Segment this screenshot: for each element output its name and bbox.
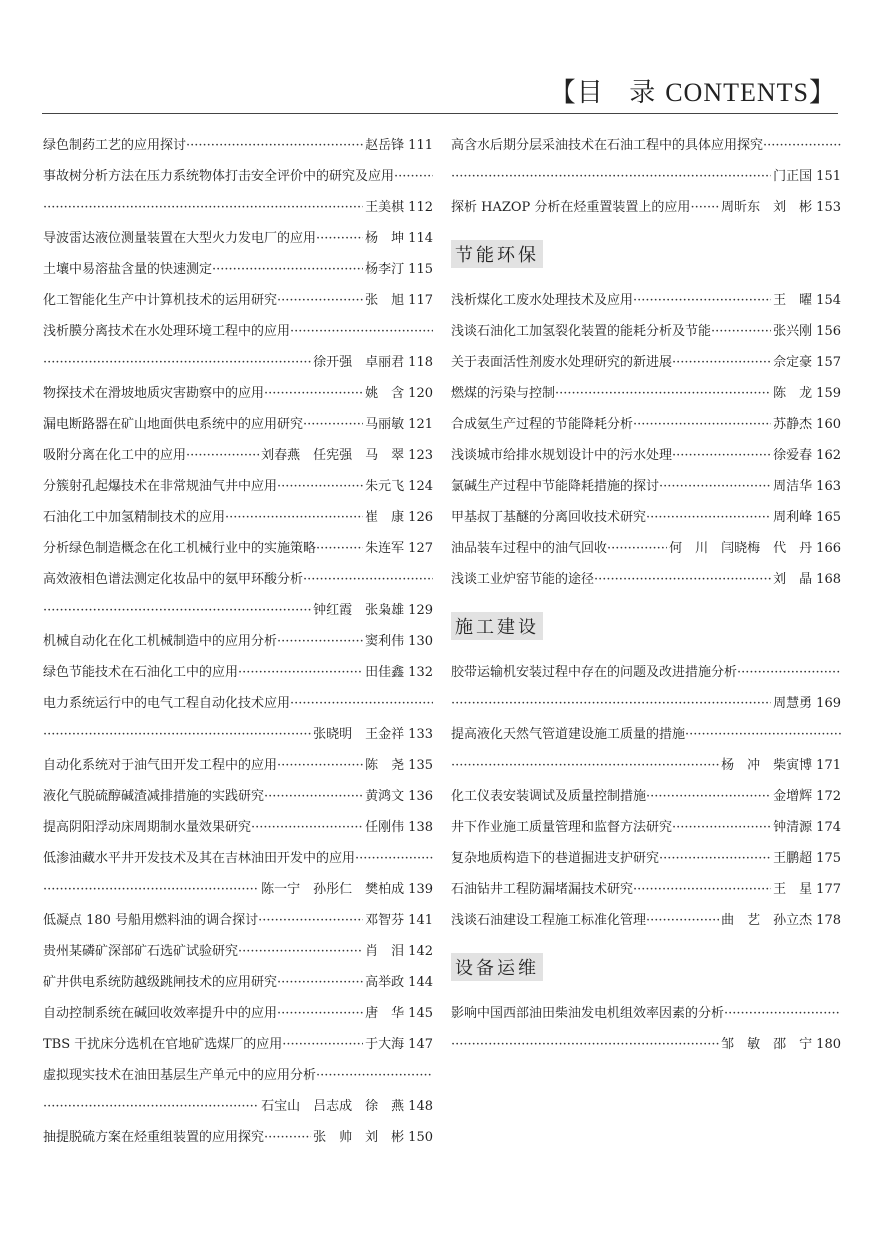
dot-leader — [277, 626, 363, 657]
dot-leader — [451, 1029, 719, 1060]
entry-page: 174 — [816, 820, 841, 835]
entry-page: 165 — [816, 510, 841, 525]
entry-page: 112 — [408, 200, 433, 215]
dot-leader — [646, 905, 719, 936]
entry-author: 肖 泪 — [365, 944, 405, 959]
entry-author: 杨 坤 — [365, 231, 405, 246]
entry-title: 事故树分析方法在压力系统物体打击安全评价中的研究及应用 — [43, 169, 395, 184]
entry-author: 窦利伟 — [365, 634, 405, 649]
section-title: 节能环保 — [451, 240, 543, 268]
dot-leader — [646, 502, 771, 533]
entry-page: 111 — [408, 138, 433, 153]
entry-title: 矿井供电系统防越级跳闸技术的应用研究 — [43, 975, 278, 990]
dot-leader — [355, 843, 433, 874]
entry-page: 138 — [408, 820, 433, 835]
entry-page: 171 — [816, 758, 841, 773]
dot-leader — [264, 781, 363, 812]
entry-page: 148 — [408, 1099, 433, 1114]
entry-title: 提高液化天然气管道建设施工质量的措施 — [451, 727, 686, 742]
entry-title: 燃煤的污染与控制 — [451, 386, 556, 401]
entry-author: 田佳鑫 — [365, 665, 405, 680]
dot-leader — [394, 161, 433, 192]
entry-author: 周利峰 — [773, 510, 813, 525]
entry-title: 抽提脱硫方案在烃重组装置的应用探究 — [43, 1130, 265, 1145]
dot-leader — [633, 285, 771, 316]
dot-leader — [763, 130, 841, 161]
dot-leader — [290, 688, 433, 719]
dot-leader — [290, 316, 433, 347]
entry-page: 118 — [408, 355, 433, 370]
entry-author: 王 星 — [773, 882, 813, 897]
entry-author: 石宝山 吕志成 徐 燕 — [261, 1099, 405, 1114]
dot-leader — [238, 936, 363, 967]
entry-title: 影响中国西部油田柴油发电机组效率因素的分析 — [451, 1006, 725, 1021]
entry-author: 金增辉 — [773, 789, 813, 804]
entry-title: 探析 HAZOP 分析在烃重置装置上的应用 — [451, 200, 691, 215]
entry-author: 朱元飞 — [365, 479, 405, 494]
dot-leader — [43, 192, 363, 223]
entry-author: 杨李汀 — [365, 262, 405, 277]
dot-leader — [316, 533, 363, 564]
dot-leader — [43, 595, 311, 626]
toc-entry[interactable] — [451, 471, 841, 502]
toc-entry[interactable] — [451, 719, 841, 750]
dot-leader — [737, 657, 841, 688]
entry-author: 任刚伟 — [365, 820, 405, 835]
entry-title: 井下作业施工质量管理和监督方法研究 — [451, 820, 673, 835]
entry-author: 高举政 — [365, 975, 405, 990]
entry-page: 133 — [408, 727, 433, 742]
entry-title: 绿色节能技术在石油化工中的应用 — [43, 665, 239, 680]
dot-leader — [212, 254, 363, 285]
entry-author: 朱连军 — [365, 541, 405, 556]
dot-leader — [685, 719, 841, 750]
entry-title: 物探技术在滑坡地质灾害勘察中的应用 — [43, 386, 265, 401]
entry-page: 120 — [408, 386, 433, 401]
toc-entry[interactable] — [451, 440, 841, 471]
entry-title: 甲基叔丁基醚的分离回收技术研究 — [451, 510, 647, 525]
dot-leader — [264, 1122, 311, 1153]
toc-entry[interactable] — [43, 440, 433, 471]
entry-page: 168 — [816, 572, 841, 587]
section-title: 设备运维 — [451, 953, 543, 981]
entry-author: 杨 冲 柴寅博 — [721, 758, 813, 773]
toc-entry[interactable] — [43, 750, 433, 781]
entry-title: 化工智能化生产中计算机技术的运用研究 — [43, 293, 278, 308]
entry-page: 144 — [408, 975, 433, 990]
entry-title: 石油钻井工程防漏堵漏技术研究 — [451, 882, 634, 897]
toc-entry[interactable] — [43, 781, 433, 812]
toc-entry[interactable] — [451, 192, 841, 223]
toc-entry[interactable] — [451, 905, 841, 936]
dot-leader — [238, 657, 363, 688]
toc-entry[interactable] — [43, 1091, 433, 1122]
entry-author: 邓智芬 — [365, 913, 405, 928]
toc-entry[interactable] — [451, 874, 841, 905]
entry-page: 156 — [816, 324, 841, 339]
entry-author: 黄鸿文 — [365, 789, 405, 804]
entry-title: TBS 干扰床分选机在官地矿选煤厂的应用 — [43, 1037, 283, 1052]
entry-page: 157 — [816, 355, 841, 370]
dot-leader — [672, 812, 771, 843]
entry-title: 土壤中易溶盐含量的快速测定 — [43, 262, 213, 277]
toc-entry[interactable] — [451, 347, 841, 378]
dot-leader — [451, 688, 771, 719]
entry-author: 徐爱春 — [773, 448, 813, 463]
entry-page: 114 — [408, 231, 433, 246]
toc-entry[interactable] — [451, 533, 841, 564]
entry-title: 化工仪表安装调试及质量控制措施 — [451, 789, 647, 804]
dot-leader — [646, 781, 771, 812]
entry-title: 浅谈城市给排水规划设计中的污水处理 — [451, 448, 673, 463]
entry-title: 浅谈石油化工加氢裂化装置的能耗分析及节能 — [451, 324, 712, 339]
entry-author: 周昕东 刘 彬 — [721, 200, 813, 215]
toc-entry[interactable] — [451, 502, 841, 533]
entry-title: 浅谈石油建设工程施工标准化管理 — [451, 913, 647, 928]
page-header — [0, 72, 880, 112]
dot-leader — [186, 130, 363, 161]
toc-entry[interactable] — [451, 812, 841, 843]
toc-entry[interactable] — [451, 161, 841, 192]
dot-leader — [303, 564, 433, 595]
toc-entry[interactable] — [451, 688, 841, 719]
toc-entry[interactable] — [43, 192, 433, 223]
section-heading — [451, 595, 841, 657]
entry-author: 刘春燕 任宪强 马 翠 — [261, 448, 405, 463]
entry-page: 147 — [408, 1037, 433, 1052]
toc-entry[interactable] — [451, 750, 841, 781]
toc-entry[interactable] — [43, 595, 433, 626]
entry-author: 张 旭 — [365, 293, 405, 308]
entry-page: 177 — [816, 882, 841, 897]
entry-page: 141 — [408, 913, 433, 928]
toc-entry[interactable] — [451, 998, 841, 1029]
entry-author: 王 曜 — [773, 293, 813, 308]
toc-entry[interactable] — [43, 564, 433, 595]
toc-entry[interactable] — [43, 1122, 433, 1153]
entry-author: 刘 晶 — [773, 572, 813, 587]
toc-entry[interactable] — [451, 781, 841, 812]
entry-author: 何 川 闫晓梅 代 丹 — [669, 541, 813, 556]
toc-entry[interactable] — [451, 657, 841, 688]
entry-author: 邹 敏 邵 宁 — [721, 1037, 813, 1052]
entry-author: 赵岳锋 — [365, 138, 405, 153]
dot-leader — [594, 564, 771, 595]
entry-title: 低凝点 180 号船用燃料油的调合探讨 — [43, 913, 259, 928]
entry-author: 陈一宁 孙彤仁 樊柏成 — [261, 882, 405, 897]
entry-title: 电力系统运行中的电气工程自动化技术应用 — [43, 696, 291, 711]
dot-leader — [277, 285, 363, 316]
dot-leader — [277, 750, 363, 781]
toc-right-column — [451, 130, 841, 1060]
entry-title: 导波雷达液位测量装置在大型火力发电厂的应用 — [43, 231, 317, 246]
entry-author: 佘定豪 — [773, 355, 813, 370]
entry-page: 126 — [408, 510, 433, 525]
toc-entry[interactable] — [43, 409, 433, 440]
toc-entry[interactable] — [451, 316, 841, 347]
entry-author: 周洁华 — [773, 479, 813, 494]
dot-leader — [659, 843, 771, 874]
entry-title: 自动控制系统在碱回收效率提升中的应用 — [43, 1006, 278, 1021]
entry-page: 153 — [816, 200, 841, 215]
entry-page: 145 — [408, 1006, 433, 1021]
dot-leader — [724, 998, 841, 1029]
entry-author: 苏静杰 — [773, 417, 813, 432]
entry-author: 崔 康 — [365, 510, 405, 525]
dot-leader — [251, 812, 363, 843]
entry-title: 分析绿色制造概念在化工机械行业中的实施策略 — [43, 541, 317, 556]
toc-left-column — [43, 130, 433, 1153]
dot-leader — [43, 874, 259, 905]
entry-page: 129 — [408, 603, 433, 618]
entry-title: 浅析煤化工废水处理技术及应用 — [451, 293, 634, 308]
entry-page: 127 — [408, 541, 433, 556]
dot-leader — [690, 192, 719, 223]
toc-entry[interactable] — [451, 843, 841, 874]
toc-entry[interactable] — [43, 905, 433, 936]
entry-title: 浅谈工业炉窑节能的途径 — [451, 572, 595, 587]
dot-leader — [43, 347, 311, 378]
toc-entry[interactable] — [43, 1029, 433, 1060]
toc-entry[interactable] — [43, 688, 433, 719]
entry-title: 复杂地质构造下的巷道掘进支护研究 — [451, 851, 660, 866]
entry-page: 150 — [408, 1130, 433, 1145]
section-heading — [451, 223, 841, 285]
entry-page: 178 — [816, 913, 841, 928]
entry-page: 117 — [408, 293, 433, 308]
entry-author: 马丽敏 — [365, 417, 405, 432]
entry-title: 吸附分离在化工中的应用 — [43, 448, 187, 463]
title-en: CONTENTS — [665, 78, 809, 107]
toc-entry[interactable] — [451, 378, 841, 409]
dot-leader — [633, 874, 771, 905]
dot-leader — [672, 347, 771, 378]
dot-leader — [672, 440, 771, 471]
dot-leader — [282, 1029, 363, 1060]
section-title: 施工建设 — [451, 612, 543, 640]
toc-entry[interactable] — [451, 130, 841, 161]
entry-author: 周慧勇 — [773, 696, 813, 711]
entry-author: 曲 艺 孙立杰 — [721, 913, 813, 928]
dot-leader — [633, 409, 771, 440]
entry-title: 绿色制药工艺的应用探讨 — [43, 138, 187, 153]
entry-page: 172 — [816, 789, 841, 804]
entry-title: 虚拟现实技术在油田基层生产单元中的应用分析 — [43, 1068, 317, 1083]
toc-entry[interactable] — [43, 533, 433, 564]
header-rule — [42, 113, 838, 114]
entry-title: 自动化系统对于油气田开发工程中的应用 — [43, 758, 278, 773]
entry-page: 142 — [408, 944, 433, 959]
entry-title: 提高阴阳浮动床周期制水量效果研究 — [43, 820, 252, 835]
dot-leader — [659, 471, 771, 502]
entry-title: 分簇射孔起爆技术在非常规油气井中应用 — [43, 479, 278, 494]
toc-entry[interactable] — [43, 502, 433, 533]
entry-title: 石油化工中加氢精制技术的应用 — [43, 510, 226, 525]
entry-page: 160 — [816, 417, 841, 432]
entry-title: 机械自动化在化工机械制造中的应用分析 — [43, 634, 278, 649]
dot-leader — [225, 502, 363, 533]
dot-leader — [43, 719, 311, 750]
toc-entry[interactable] — [43, 626, 433, 657]
entry-author: 钟清源 — [773, 820, 813, 835]
dot-leader — [451, 161, 771, 192]
entry-author: 张晓明 王金祥 — [313, 727, 405, 742]
dot-leader — [711, 316, 771, 347]
entry-title: 高效液相色谱法测定化妆品中的氨甲环酸分析 — [43, 572, 304, 587]
entry-author: 王鹏超 — [773, 851, 813, 866]
entry-title: 贵州某磷矿深部矿石选矿试验研究 — [43, 944, 239, 959]
entry-page: 135 — [408, 758, 433, 773]
entry-author: 张 帅 刘 彬 — [313, 1130, 405, 1145]
toc-entry[interactable] — [43, 967, 433, 998]
entry-page: 151 — [816, 169, 841, 184]
entry-page: 162 — [816, 448, 841, 463]
toc-entry[interactable] — [43, 998, 433, 1029]
dot-leader — [277, 998, 363, 1029]
entry-author: 钟红霞 张枭雄 — [313, 603, 405, 618]
entry-author: 张兴刚 — [773, 324, 813, 339]
entry-title: 油品装车过程中的油气回收 — [451, 541, 608, 556]
entry-page: 121 — [408, 417, 433, 432]
entry-page: 169 — [816, 696, 841, 711]
title-close-bracket: 】 — [808, 78, 836, 107]
entry-author: 门正国 — [773, 169, 813, 184]
dot-leader — [303, 409, 363, 440]
toc-entry[interactable] — [43, 161, 433, 192]
contents-title — [550, 72, 836, 109]
dot-leader — [555, 378, 771, 409]
entry-page: 159 — [816, 386, 841, 401]
entry-title: 高含水后期分层采油技术在石油工程中的具体应用探究 — [451, 138, 764, 153]
toc-entry[interactable] — [43, 812, 433, 843]
entry-page: 132 — [408, 665, 433, 680]
entry-author: 姚 含 — [365, 386, 405, 401]
entry-title: 漏电断路器在矿山地面供电系统中的应用研究 — [43, 417, 304, 432]
toc-entry[interactable] — [43, 936, 433, 967]
entry-page: 154 — [816, 293, 841, 308]
dot-leader — [277, 471, 363, 502]
entry-title: 关于表面活性剂废水处理研究的新进展 — [451, 355, 673, 370]
toc-entry[interactable] — [451, 564, 841, 595]
entry-page: 166 — [816, 541, 841, 556]
dot-leader — [451, 750, 719, 781]
entry-page: 124 — [408, 479, 433, 494]
entry-page: 139 — [408, 882, 433, 897]
toc-entry[interactable] — [43, 316, 433, 347]
toc-entry[interactable] — [451, 285, 841, 316]
toc-entry[interactable] — [43, 719, 433, 750]
toc-entry[interactable] — [43, 130, 433, 161]
toc-entry[interactable] — [43, 378, 433, 409]
dot-leader — [607, 533, 667, 564]
dot-leader — [43, 1091, 259, 1122]
dot-leader — [258, 905, 363, 936]
entry-page: 130 — [408, 634, 433, 649]
section-heading — [451, 936, 841, 998]
dot-leader — [264, 378, 363, 409]
dot-leader — [277, 967, 363, 998]
toc-entry[interactable] — [43, 285, 433, 316]
toc-entry[interactable] — [43, 1060, 433, 1091]
entry-page: 123 — [408, 448, 433, 463]
title-open-bracket: 【 — [549, 78, 577, 107]
entry-title: 合成氨生产过程的节能降耗分析 — [451, 417, 634, 432]
entry-page: 180 — [816, 1037, 841, 1052]
entry-page: 115 — [408, 262, 433, 277]
entry-author: 于大海 — [365, 1037, 405, 1052]
entry-title: 氯碱生产过程中节能降耗措施的探讨 — [451, 479, 660, 494]
toc-entry[interactable] — [43, 657, 433, 688]
dot-leader — [316, 1060, 433, 1091]
entry-author: 王美棋 — [365, 200, 405, 215]
toc-entry[interactable] — [43, 874, 433, 905]
entry-title: 液化气脱硫醇碱渣减排措施的实践研究 — [43, 789, 265, 804]
entry-author: 陈 尧 — [365, 758, 405, 773]
toc-entry[interactable] — [451, 1029, 841, 1060]
entry-title: 浅析膜分离技术在水处理环境工程中的应用 — [43, 324, 291, 339]
dot-leader — [186, 440, 259, 471]
toc-entry[interactable] — [43, 471, 433, 502]
entry-title: 胶带运输机安装过程中存在的问题及改进措施分析 — [451, 665, 738, 680]
toc-entry[interactable] — [43, 223, 433, 254]
toc-entry[interactable] — [451, 409, 841, 440]
entry-title: 低渗油藏水平井开发技术及其在吉林油田开发中的应用 — [43, 851, 356, 866]
entry-author: 陈 龙 — [773, 386, 813, 401]
toc-entry[interactable] — [43, 347, 433, 378]
dot-leader — [316, 223, 363, 254]
entry-author: 徐开强 卓丽君 — [313, 355, 405, 370]
entry-author: 唐 华 — [365, 1006, 405, 1021]
title-cn: 目 录 — [576, 78, 666, 107]
toc-entry[interactable] — [43, 254, 433, 285]
entry-page: 175 — [816, 851, 841, 866]
entry-page: 163 — [816, 479, 841, 494]
entry-page: 136 — [408, 789, 433, 804]
toc-entry[interactable] — [43, 843, 433, 874]
